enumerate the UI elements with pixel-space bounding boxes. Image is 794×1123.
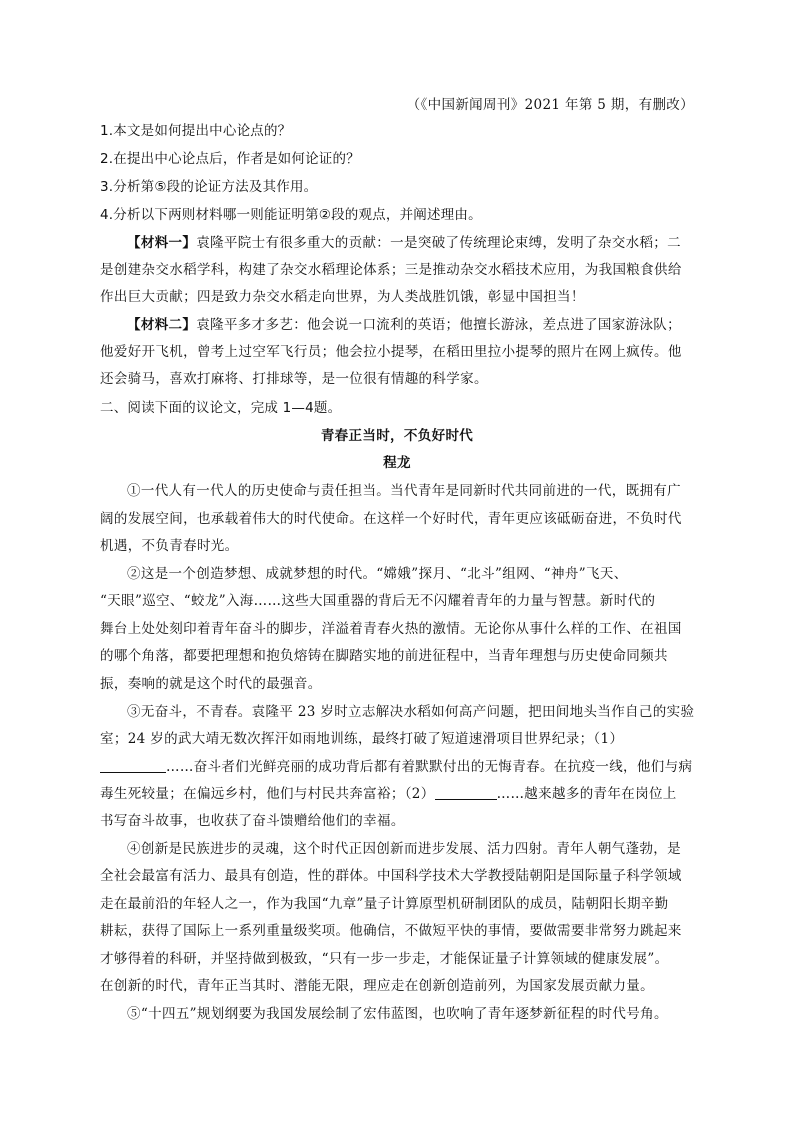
para-2-line-1: ②这是一个创造梦想、成就梦想的时代。“嫦娥”探月、“北斗”组网、“神舟”飞天、 xyxy=(127,566,628,582)
para-4-line-6: 在创新的时代，青年正当其时、潜能无限，理应走在创新创造前列，为国家发展贡献力量。 xyxy=(100,978,654,994)
question-2: 2.在提出中心论点后，作者是如何论证的？ xyxy=(100,151,360,167)
material-2-line-3: 还会骑马，喜欢打麻将、打排球等，是一位很有情趣的科学家。 xyxy=(100,371,488,387)
para-1-line-3: 机遇，不负青春时光。 xyxy=(100,538,239,554)
material-2-line-1: 【材料二】袁隆平多才多艺：他会说一口流利的英语；他擅长游泳，差点进了国家游泳队； xyxy=(127,317,681,333)
material-1-line-2: 是创建杂交水稻学科，构建了杂交水稻理论体系；三是推动杂交水稻技术应用，为我国粮食供给 xyxy=(100,262,682,278)
para-4-line-1: ④创新是民族进步的灵魂，这个时代正因创新而进步发展、活力四射。青年人朝气蓬勃，是 xyxy=(127,841,681,857)
para-1-line-1: ①一代人有一代人的历史使命与责任担当。当代青年是同新时代共同前进的一代，既拥有广 xyxy=(127,483,681,499)
essay-title: 青春正当时，不负好时代 xyxy=(320,428,474,444)
fill-blank-1[interactable] xyxy=(100,758,166,773)
essay-author: 程龙 xyxy=(383,455,411,471)
material-1-line-1: 【材料一】袁隆平院士有很多重大的贡献：一是突破了传统理论束缚，发明了杂交水稻；二 xyxy=(127,235,681,251)
source-note: （《中国新闻周刊》2021 年第 5 期，有删改） xyxy=(406,97,694,113)
para-3-line-5: 书写奋斗故事，也收获了奋斗馈赠给他们的幸福。 xyxy=(100,813,405,829)
fill-blank-2[interactable] xyxy=(435,785,497,800)
para-4-line-2: 全社会最富有活力、最具有创造，性的群体。中国科学技术大学教授陆朝阳是国际量子科学领域 xyxy=(100,868,682,884)
para-4-line-4: 耕耘，获得了国际上一系列重量级奖项。他确信，不做短平快的事情，要做需要非常努力跳起来 xyxy=(100,923,682,939)
material-1-line-3: 作出巨大贡献；四是致力杂交水稻走向世界，为人类战胜饥饿，彰显中国担当！ xyxy=(100,289,585,305)
para-2-line-3: 舞台上处处刻印着青年奋斗的脚步，洋溢着青春火热的激情。无论你从事什么样的工作、在祖国 xyxy=(100,621,682,637)
para-3-line-2: 室；24 岁的武大靖无数次挥汗如雨地训练，最终打破了短道速滑项目世界纪录；（1） xyxy=(100,731,624,747)
para-2-line-2: “天眼”巡空、“蛟龙”入海……这些大国重器的背后无不闪耀着青年的力量与智慧。新时代的 xyxy=(100,593,656,609)
para-4-line-3: 走在最前沿的年轻人之一，作为我国“九章”量子计算原型机研制团队的成员，陆朝阳长期辛勤 xyxy=(100,896,669,912)
para-3-line-3: ……奋斗者们光鲜亮丽的成功背后都有着默默付出的无悔青春。在抗疫一线，他们与病 xyxy=(100,754,694,780)
para-3-line-1: ③无奋斗，不青春。袁隆平 23 岁时立志解决水稻如何高产问题，把田间地头当作自己的实验 xyxy=(127,704,695,720)
material-1-label: 【材料一】 xyxy=(127,235,197,251)
question-1: 1.本文是如何提出中心论点的？ xyxy=(100,123,292,139)
para-2-line-4: 的哪个角落，都要把理想和抱负熔铸在脚踏实地的前进征程中，当青年理想与历史使命同频共 xyxy=(100,648,668,664)
section-2-heading: 二、阅读下面的议论文，完成 1—4题。 xyxy=(100,400,342,416)
document-page xyxy=(100,0,694,1123)
para-3-line-4: 毒生死较量；在偏远乡村，他们与村民共奔富裕；（2） ……越来越多的青年在岗位上 xyxy=(100,786,677,802)
para-1-line-2: 阔的发展空间，也承载着伟大的时代使命。在这样一个好时代，青年更应该砥砺奋进，不负时代 xyxy=(100,511,682,527)
material-2-label: 【材料二】 xyxy=(127,317,197,333)
para-5-line-1: ⑤“十四五”规划纲要为我国发展绘制了宏伟蓝图，也吹响了青年逐梦新征程的时代号角。 xyxy=(127,1006,668,1022)
question-3: 3.分析第⑤段的论证方法及其作用。 xyxy=(100,179,318,195)
para-4-line-5: 才够得着的科研，并坚持做到极致，“只有一步一步走，才能保证量子计算领域的健康发展”。 xyxy=(100,951,669,967)
material-2-line-2: 他爱好开飞机，曾考上过空军飞行员；他会拉小提琴，在稻田里拉小提琴的照片在网上疯传。他 xyxy=(100,344,682,360)
para-2-line-5: 振，奏响的就是这个时代的最强音。 xyxy=(100,676,322,692)
question-4: 4.分析以下两则材料哪一则能证明第②段的观点，并阐述理由。 xyxy=(100,207,482,223)
